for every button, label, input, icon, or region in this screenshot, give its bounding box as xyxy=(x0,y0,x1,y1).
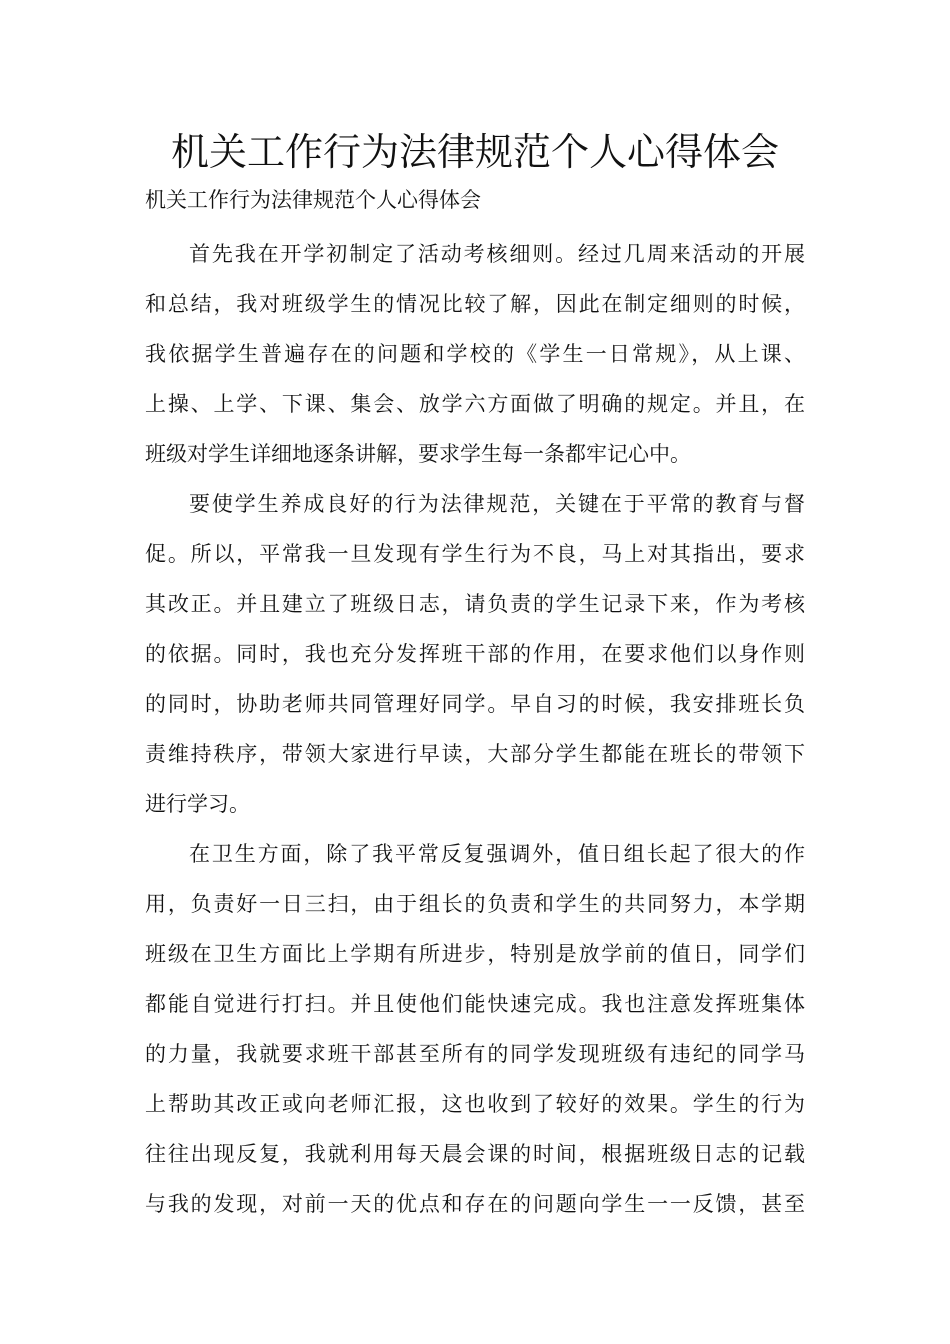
paragraph-3 xyxy=(145,829,805,1229)
paragraph-line: 和总结，我对班级学生的情况比较了解，因此在制定细则的时候， xyxy=(145,292,805,316)
paragraph-line: 的力量，我就要求班干部甚至所有的同学发现班级有违纪的同学马 xyxy=(145,1042,805,1066)
paragraph-line: 促。所以，平常我一旦发现有学生行为不良，马上对其指出，要求 xyxy=(145,542,805,566)
paragraph-2 xyxy=(145,479,805,829)
document-body xyxy=(145,229,805,1229)
paragraph-line: 我依据学生普遍存在的问题和学校的《学生一日常规》，从上课、 xyxy=(145,342,805,366)
paragraph-line: 都能自觉进行打扫。并且使他们能快速完成。我也注意发挥班集体 xyxy=(145,992,805,1016)
paragraph-line: 上操、上学、下课、集会、放学六方面做了明确的规定。并且，在 xyxy=(145,392,805,416)
paragraph-line: 在卫生方面，除了我平常反复强调外，值日组长起了很大的作 xyxy=(189,842,805,866)
paragraph-line: 其改正。并且建立了班级日志，请负责的学生记录下来，作为考核 xyxy=(145,592,805,616)
paragraph-line: 要使学生养成良好的行为法律规范，关键在于平常的教育与督 xyxy=(189,492,805,516)
paragraph-1 xyxy=(145,229,805,479)
paragraph-line: 班级在卫生方面比上学期有所进步，特别是放学前的值日，同学们 xyxy=(145,942,805,966)
paragraph-line: 班级对学生详细地逐条讲解，要求学生每一条都牢记心中。 xyxy=(145,442,691,466)
paragraph-line: 用，负责好一日三扫，由于组长的负责和学生的共同努力，本学期 xyxy=(145,892,805,916)
document-title: 机关工作行为法律规范个人心得体会 xyxy=(170,130,779,174)
document-subtitle: 机关工作行为法律规范个人心得体会 xyxy=(145,188,481,212)
paragraph-line: 责维持秩序，带领大家进行早读，大部分学生都能在班长的带领下 xyxy=(145,742,805,766)
paragraph-line: 的依据。同时，我也充分发挥班干部的作用，在要求他们以身作则 xyxy=(145,642,805,666)
paragraph-line: 的同时，协助老师共同管理好同学。早自习的时候，我安排班长负 xyxy=(145,692,805,716)
paragraph-line: 往往出现反复，我就利用每天晨会课的时间，根据班级日志的记载 xyxy=(145,1142,805,1166)
paragraph-line: 与我的发现，对前一天的优点和存在的问题向学生一一反馈，甚至 xyxy=(145,1192,805,1216)
paragraph-line: 首先我在开学初制定了活动考核细则。经过几周来活动的开展 xyxy=(189,242,805,266)
paragraph-line: 进行学习。 xyxy=(145,792,250,816)
paragraph-line: 上帮助其改正或向老师汇报，这也收到了较好的效果。学生的行为 xyxy=(145,1092,805,1116)
